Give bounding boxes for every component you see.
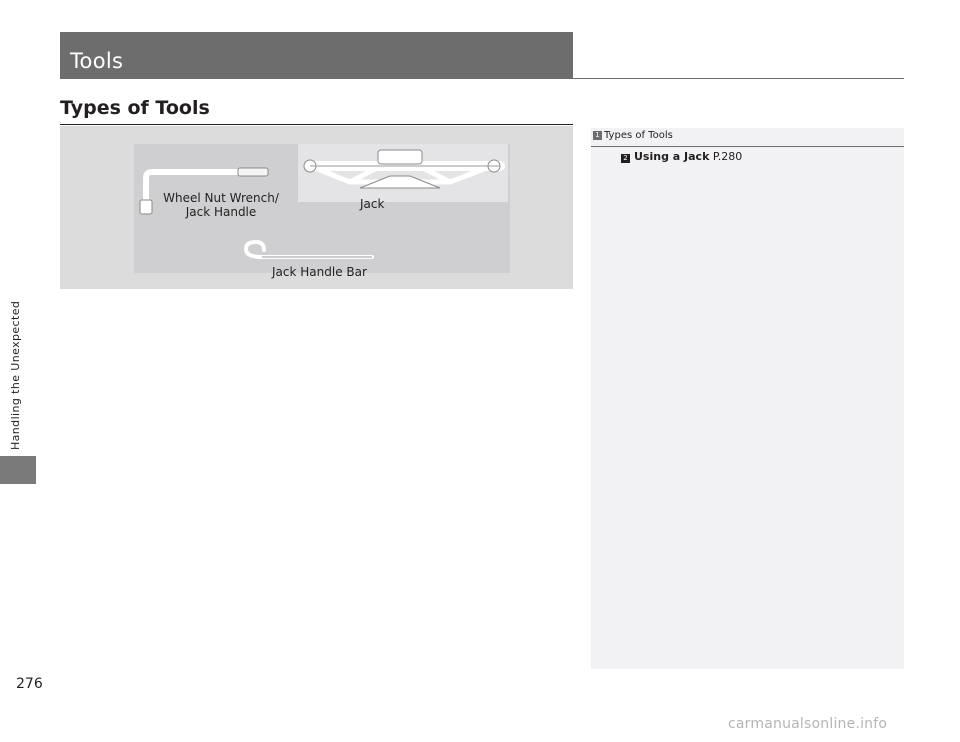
section-title: Types of Tools [60, 97, 210, 119]
wrench-label-line2: Jack Handle [185, 205, 257, 219]
sidebar-marker-icon: 1 [593, 131, 602, 140]
side-tab-text: Handling the Unexpected [9, 300, 22, 450]
wrench-label-line1: Wheel Nut Wrench/ [163, 191, 279, 205]
jack-illustration [298, 144, 508, 202]
wrench-label [156, 191, 286, 219]
header-rule [573, 78, 904, 79]
chapter-title: Tools [70, 49, 124, 73]
jack-handle-bar-illustration [246, 242, 372, 257]
using-a-jack-link[interactable] [621, 150, 742, 163]
tools-illustration [60, 126, 573, 289]
side-tab-marker [0, 456, 36, 484]
link-page: P.280 [709, 150, 743, 163]
page-number: 276 [16, 676, 43, 692]
section-rule [60, 124, 573, 125]
jack-handle-bar-label: Jack Handle Bar [272, 265, 367, 279]
side-tab-label [4, 300, 24, 450]
jack-label: Jack [360, 197, 385, 211]
watermark-text: carmanualsonline.info [728, 716, 888, 732]
cross-reference-icon: 2 [621, 154, 630, 163]
link-text: Using a Jack [634, 150, 710, 163]
sidebar-title: Types of Tools [604, 130, 673, 141]
chapter-header [60, 32, 573, 79]
reference-sidebar [591, 128, 904, 669]
sidebar-header [591, 128, 904, 147]
